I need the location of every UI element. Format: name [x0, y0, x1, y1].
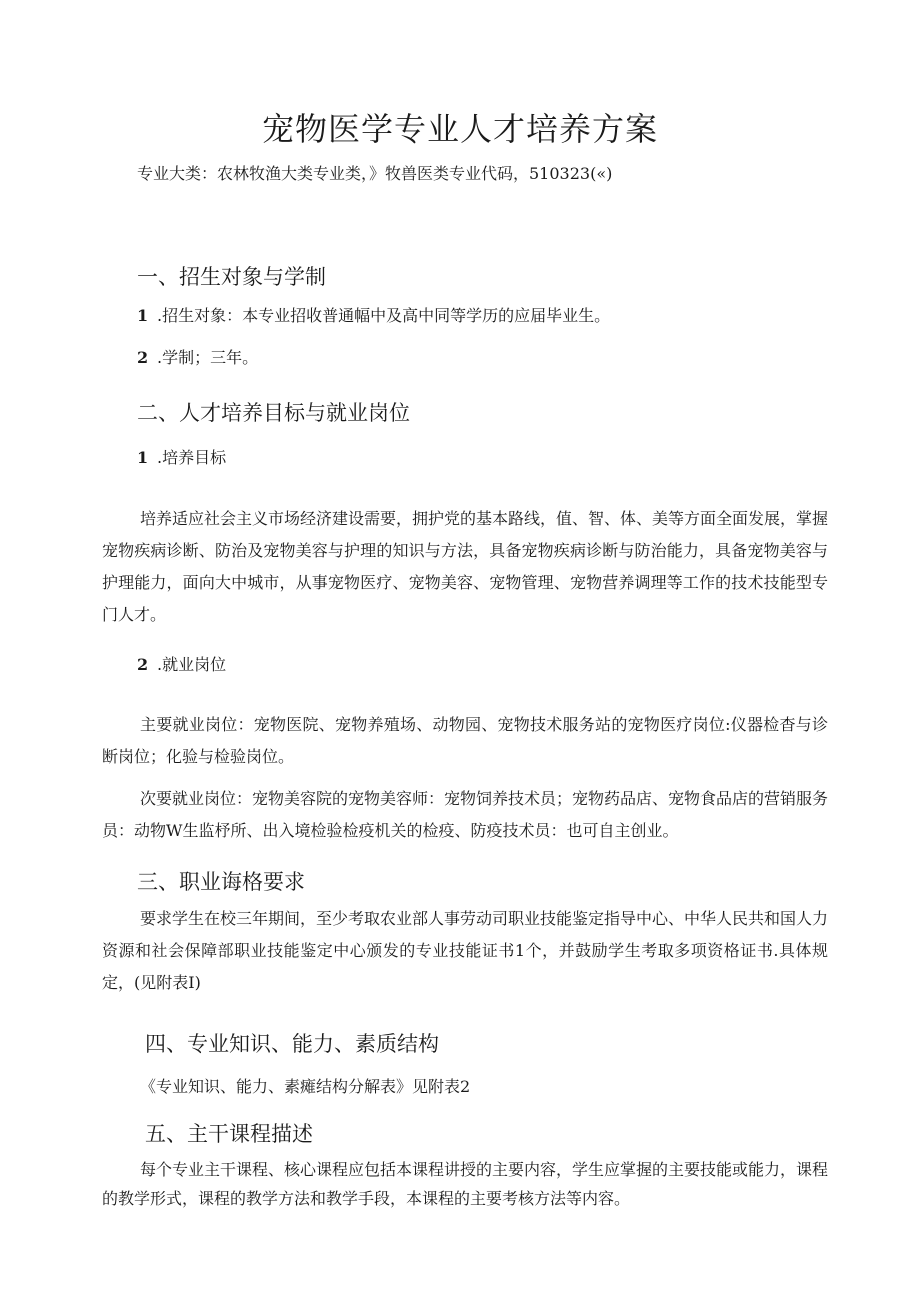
section-4-heading: 四、专业知识、能力、素质结构 [145, 1032, 439, 1056]
item-text: .招生对象：本专业招收普通幅中及高中同等学历的应届毕业生。 [157, 306, 611, 325]
structure-table-reference: 《专业知识、能力、素瘫结构分解表》见附表2 [140, 1077, 471, 1096]
qualification-paragraph: 要求学生在校三年期间，至少考取农业部人事劳动司职业技能鉴定指导中心、中华人民共和国人力资源和社会保障部职业技能鉴定中心颁发的专业技能证书1个，并鼓励学生考取多项资格证书.具体规定，(见附表I) [102, 909, 829, 992]
section-2-heading: 二、人才培养目标与就业岗位 [137, 401, 410, 425]
item-number: 1 [137, 306, 149, 325]
section-1-heading: 一、招生对象与学制 [137, 265, 326, 289]
core-course-paragraph: 每个专业主干课程、核心课程应包括本课程讲授的主要内容，学生应掌握的主要技能或能力，课程的教学形式，课程的教学方法和教学手段，本课程的主要考核方法等内容。 [102, 1160, 829, 1208]
section-3-heading: 三、职业诲格要求 [137, 870, 305, 894]
item-number: 2 [137, 348, 149, 367]
item-text: .学制；三年。 [157, 348, 259, 367]
section-1-item-2 [137, 348, 258, 368]
section-5-heading: 五、主干课程描述 [145, 1122, 313, 1146]
section-1-item-1 [137, 306, 610, 326]
training-goal-paragraph: 培养适应社会主义市场经济建设需要，拥护党的基本路线，值、智、体、美等方面全面发展，掌握宠物疾病诊断、防治及宠物美容与护理的知识与方法，具备宠物疾病诊断与防治能力，具备宠物美容与护理能力，面向大中城市，从事宠物医疗、宠物美容、宠物管理、宠物营养调理等工作的技术技能型专门人才。 [102, 509, 829, 624]
document-title: 宠物医学专业人才培养方案 [261, 110, 658, 148]
secondary-jobs-paragraph: 次要就业岗位：宠物美容院的宠物美容师：宠物饲养技术员；宠物药品店、宠物食品店的营销服务员：动物W生监杼所、出入境检验检疫机关的检疫、防疫技术员：也可自主创业。 [102, 789, 829, 840]
item-number: 2 [137, 655, 149, 674]
item-text: .培养目标 [157, 448, 227, 467]
section-2-item-2 [137, 655, 226, 675]
main-jobs-paragraph: 主要就业岗位：宠物医院、宠物养殖场、动物园、宠物技术服务站的宠物医疗岗位:仪器检杳与诊断岗位；化验与检验岗位。 [102, 715, 828, 766]
item-text: .就业岗位 [157, 655, 227, 674]
major-meta-line: 专业大类：农林牧渔大类专业类，》牧兽医类专业代码，510323(«) [137, 164, 613, 183]
section-2-item-1 [137, 448, 226, 468]
item-number: 1 [137, 448, 149, 467]
